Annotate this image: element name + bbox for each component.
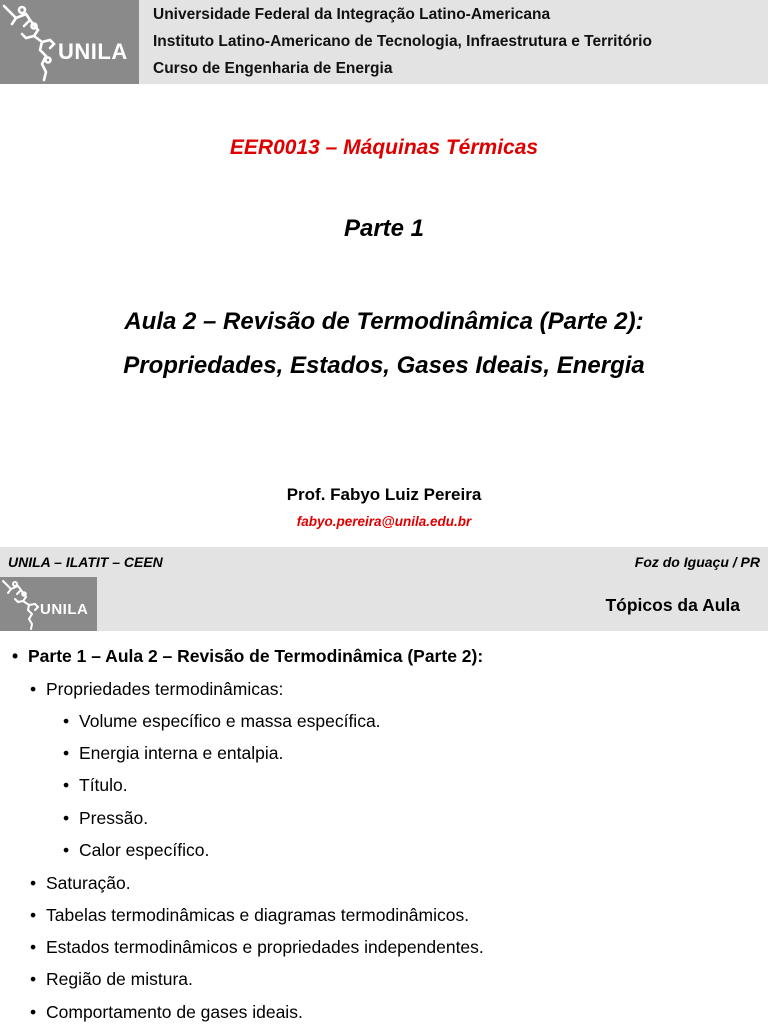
list-item: • Parte 1 – Aula 2 – Revisão de Termodinâmica (Parte 2): — [12, 646, 484, 666]
professor-email: fabyo.pereira@unila.edu.br — [296, 514, 472, 529]
course-code-title: EER0013 – Máquinas Térmicas — [229, 136, 539, 159]
course-name: Curso de Engenharia de Energia — [153, 60, 393, 77]
title-slide-header — [0, 0, 768, 84]
university-name: Universidade Federal da Integração Latino-Americana — [153, 6, 551, 23]
bullet: • — [63, 808, 70, 828]
topics-slide-header — [0, 577, 768, 631]
bullet: • — [63, 840, 70, 860]
list-item: • Pressão. — [63, 808, 149, 828]
footer-location: Foz do Iguaçu / PR — [634, 554, 760, 570]
bullet: • — [30, 905, 37, 925]
bullet: • — [63, 743, 70, 763]
bullet: • — [30, 679, 37, 699]
institute-name: Instituto Latino-Americano de Tecnologia, Infraestrutura e Território — [153, 33, 652, 50]
topics-slide-title: Tópicos da Aula — [605, 595, 740, 615]
unila-logo-small — [0, 577, 97, 631]
list-item: • Saturação. — [30, 873, 131, 893]
list-item: • Energia interna e entalpia. — [63, 743, 284, 763]
bullet: • — [30, 969, 37, 989]
list-item: • Tabelas termodinâmicas e diagramas termodinâmicos. — [30, 905, 470, 925]
list-item: • Propriedades termodinâmicas: — [30, 679, 284, 699]
footer-institution: UNILA – ILATIT – CEEN — [8, 554, 163, 570]
list-item: • Comportamento de gases ideais. — [30, 1002, 303, 1022]
unila-logo — [0, 0, 139, 84]
bullet: • — [30, 1002, 37, 1022]
bullet: • — [63, 775, 70, 795]
part-title: Parte 1 — [343, 215, 425, 242]
list-item: • Volume específico e massa específica. — [63, 711, 381, 731]
bullet: • — [30, 873, 37, 893]
bullet: • — [63, 711, 70, 731]
bullet: • — [30, 937, 37, 957]
list-item: • Título. — [63, 775, 128, 795]
list-item: • Calor específico. — [63, 840, 210, 860]
lesson-title-line2: Propriedades, Estados, Gases Ideais, Energia — [123, 352, 645, 379]
bullet: • — [12, 646, 19, 666]
lesson-title-line1: Aula 2 – Revisão de Termodinâmica (Parte 2): — [124, 308, 644, 335]
logo-wordmark-small: UNILA — [40, 601, 89, 618]
list-item: • Estados termodinâmicos e propriedades independentes. — [30, 937, 484, 957]
list-item: • Região de mistura. — [30, 969, 193, 989]
logo-wordmark: UNILA — [58, 39, 128, 64]
title-slide-footer — [0, 547, 768, 577]
professor-name: Prof. Fabyo Luiz Pereira — [286, 485, 482, 504]
